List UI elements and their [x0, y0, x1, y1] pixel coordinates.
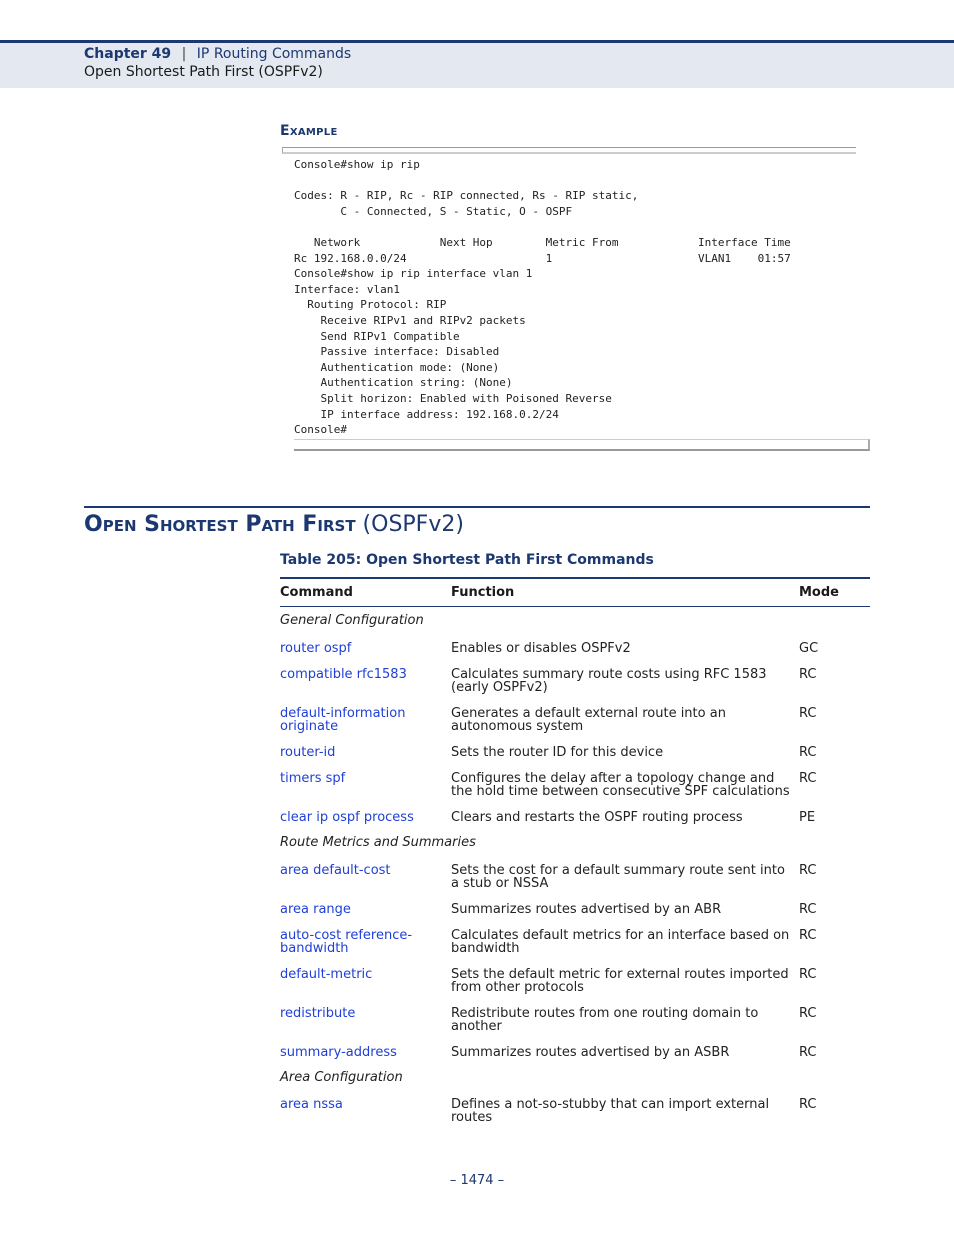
- command-link[interactable]: area range: [280, 902, 351, 917]
- command-link[interactable]: timers spf: [280, 771, 346, 786]
- table-body: [280, 607, 870, 1125]
- table-row: [280, 921, 870, 960]
- command-link[interactable]: router-id: [280, 745, 336, 760]
- table-row: [280, 1038, 870, 1064]
- chapter-title: IP Routing Commands: [196, 46, 352, 62]
- section-title-main: Open Shortest Path First: [84, 512, 356, 537]
- table-row: [280, 738, 870, 764]
- code-top-rule: [282, 147, 856, 154]
- table-group-row: [280, 1064, 870, 1090]
- table-row: [280, 803, 870, 829]
- command-mode: RC: [799, 902, 817, 917]
- column-header-mode: Mode: [799, 585, 839, 600]
- chapter-breadcrumb: [84, 46, 351, 62]
- section-title-suffix: (OSPFv2): [355, 512, 464, 537]
- function-description: Sets the cost for a default summary route sent into a stub or NSSA: [451, 863, 785, 891]
- command-mode: PE: [799, 810, 816, 825]
- command-mode: RC: [799, 1045, 817, 1060]
- commands-table: [280, 577, 870, 1125]
- section-title: [84, 512, 464, 537]
- command-link[interactable]: compatible rfc1583: [280, 667, 407, 682]
- function-description: Generates a default external route into an autonomous system: [451, 706, 726, 734]
- command-link[interactable]: area default-cost: [280, 863, 391, 878]
- command-mode: RC: [799, 967, 817, 982]
- code-bottom-rule: [294, 439, 870, 451]
- command-mode: RC: [799, 1097, 817, 1112]
- table-row: [280, 1090, 870, 1125]
- function-description: Summarizes routes advertised by an ASBR: [451, 1045, 730, 1060]
- command-mode: RC: [799, 771, 817, 786]
- function-description: Sets the router ID for this device: [451, 745, 664, 760]
- command-mode: GC: [799, 641, 819, 656]
- section-divider: [84, 506, 870, 508]
- chapter-label: Chapter 49: [84, 46, 172, 62]
- command-link[interactable]: router ospf: [280, 641, 352, 656]
- function-description: Defines a not-so-stubby that can import external routes: [451, 1097, 770, 1125]
- table-row: [280, 895, 870, 921]
- function-description: Sets the default metric for external routes imported from other protocols: [451, 967, 789, 995]
- command-mode: RC: [799, 928, 817, 943]
- function-description: Calculates summary route costs using RFC 1583 (early OSPFv2): [451, 667, 767, 695]
- function-description: Configures the delay after a topology change and the hold time between consecutive SPF calculations: [451, 771, 790, 799]
- command-link[interactable]: summary-address: [280, 1045, 397, 1060]
- table-group-row: [280, 607, 870, 634]
- function-description: Summarizes routes advertised by an ABR: [451, 902, 722, 917]
- command-link[interactable]: redistribute: [280, 1006, 356, 1021]
- column-header-function: Function: [451, 585, 515, 600]
- group-label: Route Metrics and Summaries: [280, 835, 476, 850]
- table-row: [280, 660, 870, 699]
- table-row: [280, 764, 870, 803]
- header-section-title: Open Shortest Path First (OSPFv2): [84, 64, 323, 80]
- page-number: – 1474 –: [449, 1173, 505, 1188]
- command-link[interactable]: clear ip ospf process: [280, 810, 414, 825]
- column-header-command: Command: [280, 585, 353, 600]
- command-mode: RC: [799, 706, 817, 721]
- command-mode: RC: [799, 863, 817, 878]
- table-row: [280, 999, 870, 1038]
- example-heading: Example: [280, 123, 338, 139]
- table-caption: Table 205: Open Shortest Path First Commands: [280, 552, 654, 568]
- command-mode: RC: [799, 667, 817, 682]
- group-label: General Configuration: [280, 613, 424, 628]
- breadcrumb-separator: |: [181, 46, 187, 62]
- table-header-row: [280, 577, 870, 607]
- table-row: [280, 856, 870, 895]
- example-code-block: Console#show ip rip Codes: R - RIP, Rc - RIP connected, Rs - RIP static, C - Connected, S - Static, O - OSPF Network Next Hop Metric From Interface Time Rc 192.168.0.0/24 1 VLAN1 01:57 Console#show ip rip interface vlan 1 Interface: vlan1 Routing Protocol: RIP Receive RIPv1 and RIPv2 packets Send RIPv1 Compatible Passive interface: Disabled Authentication mode: (None) Authentication string: (None) Split horizon: Enabled with Poisoned Reverse IP interface address: 192.168.0.2/24 Console#: [294, 158, 791, 437]
- command-link[interactable]: default-information originate: [280, 706, 406, 734]
- command-link[interactable]: auto-cost reference-bandwidth: [280, 928, 413, 956]
- table-row: [280, 634, 870, 660]
- function-description: Calculates default metrics for an interface based on bandwidth: [451, 928, 790, 956]
- function-description: Enables or disables OSPFv2: [451, 641, 631, 656]
- group-label: Area Configuration: [280, 1070, 403, 1085]
- table-row: [280, 699, 870, 738]
- function-description: Clears and restarts the OSPF routing process: [451, 810, 743, 825]
- command-mode: RC: [799, 745, 817, 760]
- table-row: [280, 960, 870, 999]
- command-link[interactable]: default-metric: [280, 967, 373, 982]
- function-description: Redistribute routes from one routing domain to another: [451, 1006, 759, 1034]
- command-link[interactable]: area nssa: [280, 1097, 343, 1112]
- table-group-row: [280, 829, 870, 856]
- command-mode: RC: [799, 1006, 817, 1021]
